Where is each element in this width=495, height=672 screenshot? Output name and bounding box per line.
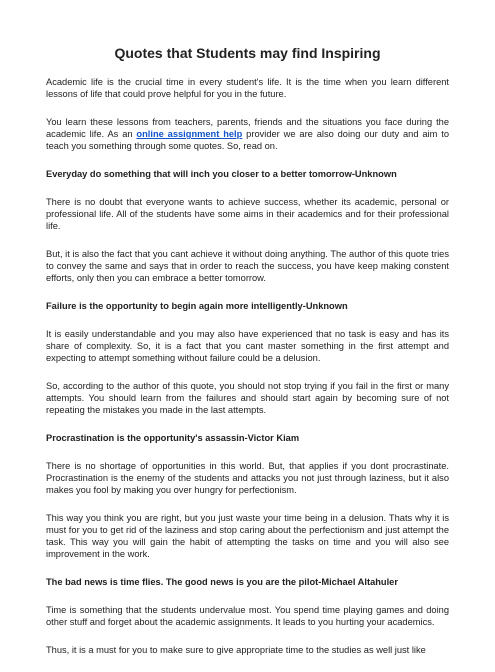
intro-text-after-link: provider we are also doing our duty and aim to teach you something through some quotes. So, read on. — [46, 129, 449, 151]
quote-heading-2: Failure is the opportunity to begin again more intelligently-Unknown — [46, 301, 348, 311]
intro-text-before-link: You learn these lessons from teachers, parents, friends and the situations you face during the academic life. As an — [46, 117, 449, 139]
quote-heading-3: Procrastination is the opportunity's assassin-Victor Kiam — [46, 433, 300, 443]
intro-paragraph-1: Academic life is the crucial time in every student's life. It is the time when you learn different lessons of life that could prove helpful for you in the future. — [46, 77, 449, 99]
section-1-paragraph-2: But, it is also the fact that you cant achieve it without doing anything. The author of this quote tries to convey the same and says that in order to reach the success, you have keep making constent efforts, only then you can embrace a better tomorrow. — [46, 249, 449, 283]
quote-heading-4: The bad news is time flies. The good news is you are the pilot-Michael Altahuler — [46, 577, 398, 587]
quote-heading-1: Everyday do something that will inch you closer to a better tomorrow-Unknown — [46, 169, 397, 179]
section-4-paragraph-2: Thus, it is a must for you to make sure to give appropriate time to the studies as well just like — [46, 645, 426, 655]
section-2-paragraph-1: It is easily understandable and you may also have experienced that no task is easy and has its share of complexity. So, it is a fact that you cant master something in the first attempt and expecting to attempt something without failure could be a delusion. — [46, 329, 449, 363]
section-3-paragraph-2: This way you think you are right, but you just waste your time being in a delusion. Thats why it is must for you to get rid of the laziness and stop caring about the perfectionism and just attempt the task. This way you will gain the habit of attempting the tasks on time and you will also see improvement in the work. — [46, 513, 449, 559]
intro-paragraph-2 — [46, 116, 449, 152]
online-assignment-help-link[interactable]: online assignment help — [136, 129, 243, 139]
section-1-paragraph-1: There is no doubt that everyone wants to achieve success, whether its academic, personal or professional life. All of the students have some aims in their academics and for their professional life. — [46, 197, 449, 231]
section-3-paragraph-1: There is no shortage of opportunities in this world. But, that applies if you dont procrastinate. Procrastination is the enemy of the students and attacks you not just through laziness, but it also makes you fool by making you over hungry for perfectionism. — [46, 461, 449, 495]
page-title: Quotes that Students may find Inspiring — [114, 45, 381, 61]
document-body — [46, 76, 449, 672]
section-2-paragraph-2: So, according to the author of this quote, you should not stop trying if you fail in the first or many attempts. You should learn from the failures and should start again by becoming sure of not repeating the mistakes you made in the last attempts. — [46, 381, 449, 415]
section-4-paragraph-1: Time is something that the students undervalue most. You spend time playing games and doing other stuff and forget about the academic assignments. It leads to you hurting your academics. — [46, 605, 449, 627]
